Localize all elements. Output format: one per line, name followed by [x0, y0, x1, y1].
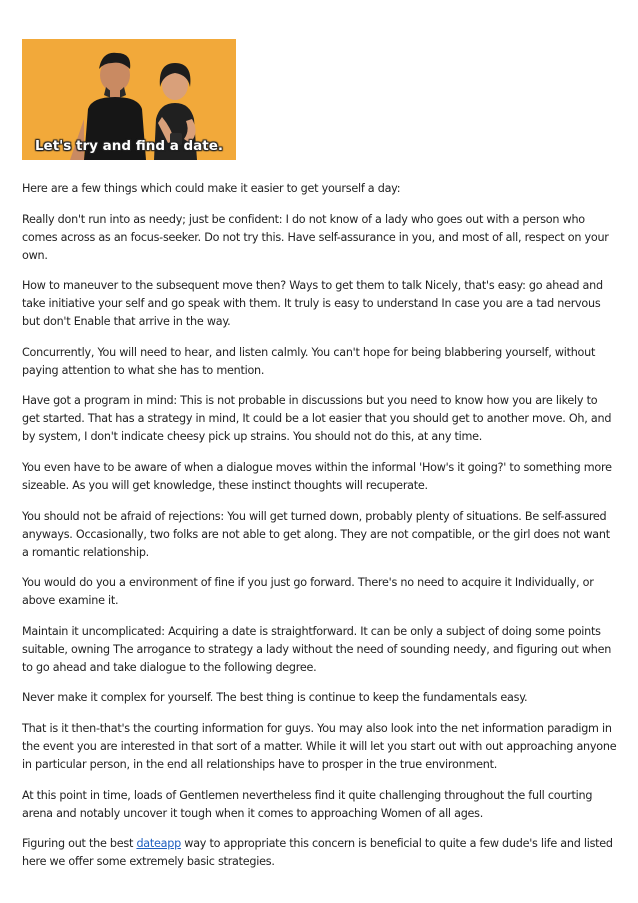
dateapp-link[interactable]: dateapp: [136, 837, 181, 851]
paragraph: That is it then-that's the courting information for guys. You may also look into the net information paradigm in the event you are interested in that sort of a matter. While it will let you start out with out approaching anyone in particular person, in the end all relationships have to prosper in the true environment.: [22, 721, 617, 771]
paragraph: Never make it complex for yourself. The best thing is continue to keep the fundamentals easy.: [22, 691, 528, 705]
paragraph: At this point in time, loads of Gentlemen nevertheless find it quite challenging throughout the full courting arena and notably uncover it tough when it comes to approaching Women of all ages.: [22, 788, 593, 820]
hero-image: [22, 39, 236, 160]
paragraph: Really don't run into as needy; just be confident: I do not know of a lady who goes out with a person who comes across as an focus-seeker. Do not try this. Have self-assurance in you, and most of all, respect on your own.: [22, 212, 609, 262]
paragraph: Maintain it uncomplicated: Acquiring a date is straightforward. It can be only a subject of doing some points suitable, owning The arrogance to strategy a lady without the need of sounding needy, and figuring out when to go ahead and take dialogue to the following degree.: [22, 624, 612, 674]
paragraph: Here are a few things which could make it easier to get yourself a day:: [22, 182, 401, 195]
paragraph: Have got a program in mind: This is not probable in discussions but you need to know how you are likely to get started. That has a strategy in mind, It could be a lot easier that you should get to another move. Oh, and by system, I don't indicate cheesy pick up strains. You should not do this, at any time.: [22, 394, 612, 444]
paragraph: You would do you a environment of fine if you just go forward. There's no need to acquire it Individually, or above examine it.: [22, 576, 594, 608]
paragraph-text: Figuring out the best: [22, 837, 137, 851]
paragraph: You even have to be aware of when a dialogue moves within the informal 'How's it going?' to something more sizeable. As you will get knowledge, these instinct thoughts will recuperate.: [22, 460, 612, 492]
paragraph: How to maneuver to the subsequent move then? Ways to get them to talk Nicely, that's easy: go ahead and take initiative your self and go speak with them. It truly is easy to understand In case you are a tad nervous but don't Enable that arrive in the way.: [22, 279, 603, 329]
article-body: [22, 180, 618, 884]
image-caption: Let's try and find a date.: [34, 138, 224, 154]
paragraph-with-link: [22, 835, 618, 871]
paragraph: You should not be afraid of rejections: You will get turned down, probably plenty of situations. Be self-assured anyways. Occasionally, two folks are not able to get along. They are not compatible, or the girl does not want a romantic relationship.: [22, 509, 610, 559]
paragraph-text: way to appropriate this concern is beneficial to quite a few dude's life and listed here we offer some extremely basic strategies.: [22, 837, 613, 869]
paragraph: Concurrently, You will need to hear, and listen calmly. You can't hope for being blabbering yourself, without paying attention to what she has to mention.: [22, 345, 596, 377]
